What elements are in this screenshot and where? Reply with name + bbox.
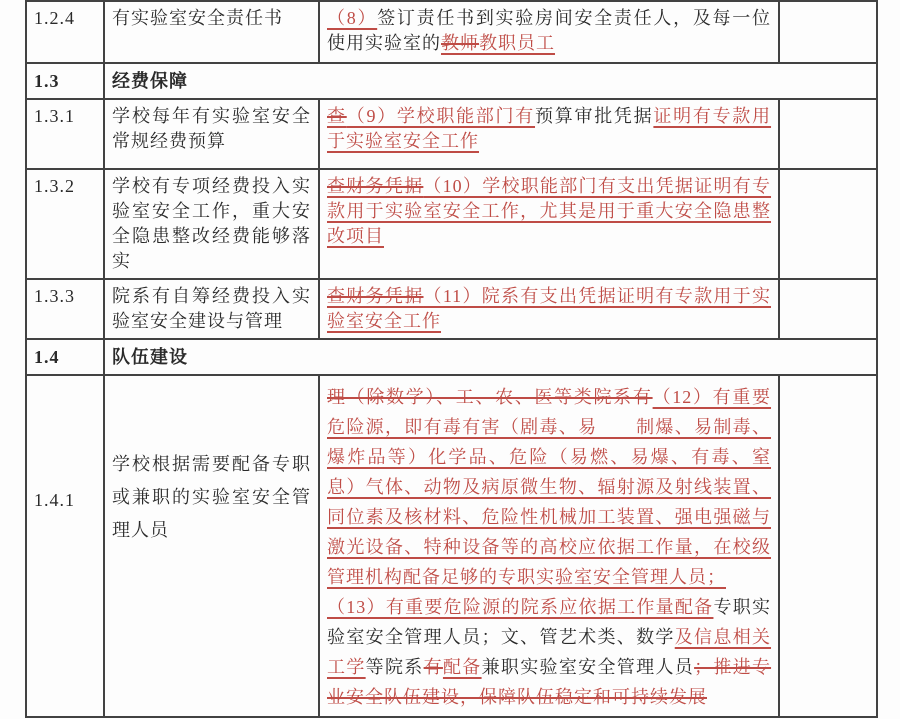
revision-deleted-text: ；推进专业安全队伍建设，保障队伍稳定和可持续发展 xyxy=(327,657,772,707)
section-row xyxy=(26,339,877,375)
plain-text: 专职实验室安全管理人员；文、管艺术类、数学 xyxy=(327,597,771,647)
item-row xyxy=(26,279,877,339)
notes-cell xyxy=(319,99,779,169)
item-number-cell: 1.3.2 xyxy=(26,169,104,279)
revision-deleted-text: 理（除数学）、工、农、医等类院系有 xyxy=(327,387,653,407)
revision-inserted-text: 证明有专款用于实验室安全工作 xyxy=(327,106,772,151)
revision-inserted-text: （8） xyxy=(327,8,378,28)
revision-deleted-text: 查 xyxy=(327,106,347,126)
criterion-cell: 学校每年有实验室安全常规经费预算 xyxy=(104,99,319,169)
audit-table xyxy=(25,0,878,718)
revision-deleted-text: 有 xyxy=(423,657,443,677)
revision-inserted-text: （12）有重要危险源，即有毒有害（剧毒、易 制爆、易制毒、爆炸品等）化学品、危险（易燃、易爆、有毒、窒息）气体、动物及病原微生物、辐射源及射线装置、同位素及核材料、危险性机械加工装置、强电强磁与激光设备、特种设备等的高校应依据工作量，在校级管理机构配备足够的专职实验室安全管理人员； xyxy=(327,387,772,587)
revision-inserted-text: 配备 xyxy=(442,657,482,677)
plain-text: 预算审批凭据 xyxy=(535,106,654,126)
revision-inserted-text: 教职员工 xyxy=(479,33,555,53)
plain-text: 等院系 xyxy=(365,657,424,677)
item-row xyxy=(26,375,877,717)
revision-inserted-text: （11）院系有支出凭据证明有专款用于实验室安全工作 xyxy=(327,286,771,331)
item-number-cell: 1.3.3 xyxy=(26,279,104,339)
revision-deleted-text: 查财务凭据 xyxy=(327,286,424,306)
revision-inserted-text: （10）学校职能部门有支出凭据证明有专款用于实验室安全工作，尤其是用于重大安全隐患整改项目 xyxy=(327,176,772,246)
section-title-cell: 经费保障 xyxy=(104,63,877,99)
remarks-cell xyxy=(779,169,877,279)
remarks-cell xyxy=(779,279,877,339)
revision-deleted-text: 查财务凭据 xyxy=(327,176,424,196)
item-number-cell: 1.2.4 xyxy=(26,1,104,63)
item-row xyxy=(26,99,877,169)
remarks-cell xyxy=(779,99,877,169)
audit-table-body xyxy=(26,1,877,717)
revision-inserted-text: （13）有重要危险源的院系应依据工作量配备 xyxy=(327,597,714,617)
remarks-cell xyxy=(779,375,877,717)
section-row xyxy=(26,63,877,99)
remarks-cell xyxy=(779,1,877,63)
plain-text: 签订责任书到实验房间安全责任人，及每一位使用实验室的 xyxy=(327,8,772,53)
item-number-cell: 1.4 xyxy=(26,339,104,375)
criterion-cell: 有实验室安全责任书 xyxy=(104,1,319,63)
item-row xyxy=(26,1,877,63)
notes-cell xyxy=(319,279,779,339)
criterion-cell: 院系有自筹经费投入实验室安全建设与管理 xyxy=(104,279,319,339)
revision-inserted-text: 及信息相关工学 xyxy=(327,627,772,677)
revision-deleted-text: 教师 xyxy=(441,33,479,53)
notes-cell xyxy=(319,1,779,63)
item-number-cell: 1.4.1 xyxy=(26,375,104,717)
notes-cell xyxy=(319,169,779,279)
criterion-cell: 学校根据需要配备专职或兼职的实验室安全管理人员 xyxy=(104,375,319,717)
item-number-cell: 1.3.1 xyxy=(26,99,104,169)
plain-text: 兼职实验室安全管理人员 xyxy=(481,657,695,677)
revision-inserted-text: （9）学校职能部门有 xyxy=(346,106,536,126)
item-number-cell: 1.3 xyxy=(26,63,104,99)
section-title-cell: 队伍建设 xyxy=(104,339,877,375)
item-row xyxy=(26,169,877,279)
notes-cell xyxy=(319,375,779,717)
criterion-cell: 学校有专项经费投入实验室安全工作，重大安全隐患整改经费能够落实 xyxy=(104,169,319,279)
